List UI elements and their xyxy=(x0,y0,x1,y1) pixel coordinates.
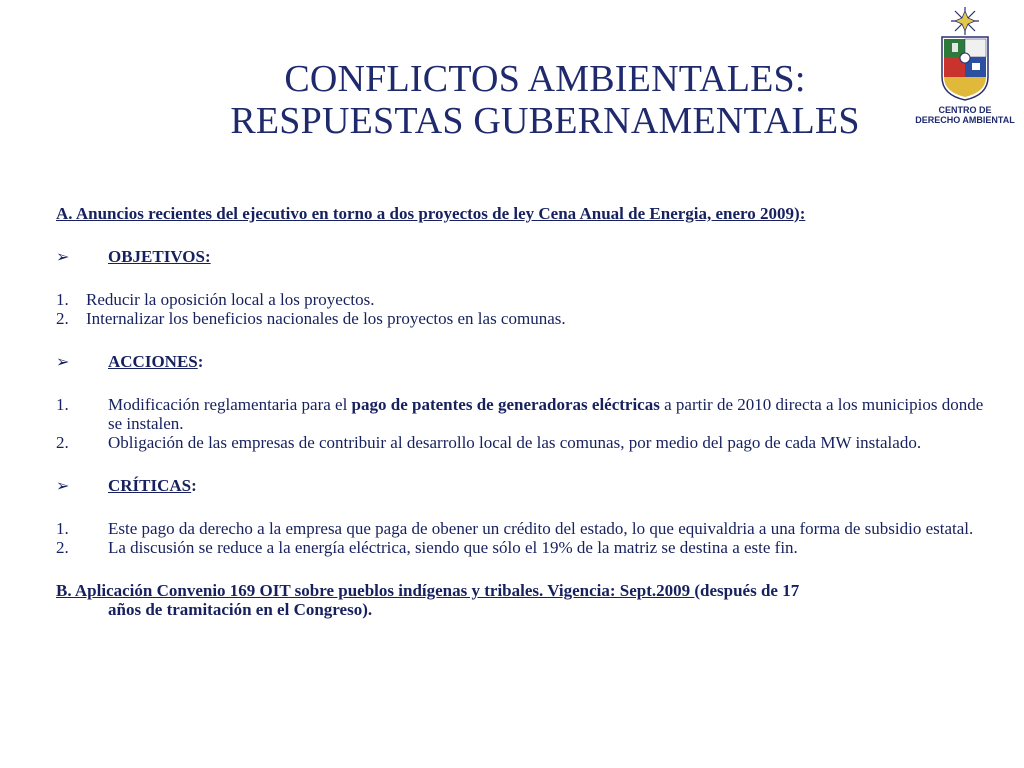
slide-body xyxy=(56,204,996,619)
title-line-2: RESPUESTAS GUBERNAMENTALES xyxy=(230,100,860,142)
criticas-label: CRÍTICAS xyxy=(108,476,192,495)
list-item: 2. Obligación de las empresas de contribuir al desarrollo local de las comunas, por medio del pago de cada MW instalado. xyxy=(56,433,922,452)
list-item: 2. Internalizar los beneficios nacionales de los proyectos en las comunas. xyxy=(56,309,566,328)
logo-line-1: CENTRO DE xyxy=(938,105,992,115)
list-item: 2. La discusión se reduce a la energía eléctrica, siendo que sólo el 19% de la matriz se destina a este fin. xyxy=(56,538,798,557)
title-line-1: CONFLICTOS AMBIENTALES: xyxy=(284,58,806,100)
list-item: 1. Este pago da derecho a la empresa que paga de obener un crédito del estado, lo que equivaldria a una forma de subsidio estatal. xyxy=(56,519,974,538)
list-item: 1. Modificación reglamentaria para el pago de patentes de generadoras eléctricas a partir de 2010 directa a los municipios donde se instalen. xyxy=(56,395,984,433)
acciones-heading: ➢ ACCIONES: xyxy=(56,352,204,371)
section-a-heading: A. Anuncios recientes del ejecutivo en torno a dos proyectos de ley Cena Anual de Energia, enero 2009): xyxy=(56,204,806,223)
acciones-label: ACCIONES xyxy=(108,352,198,371)
logo-caption xyxy=(906,105,1024,125)
university-crest-icon xyxy=(932,3,998,103)
logo-line-2: DERECHO AMBIENTAL xyxy=(915,115,1015,125)
arrow-bullet-icon: ➢ xyxy=(56,352,70,371)
arrow-bullet-icon: ➢ xyxy=(56,247,70,266)
objetivos-label: OBJETIVOS: xyxy=(108,247,211,266)
center-logo xyxy=(906,3,1024,125)
slide-title xyxy=(0,58,1024,142)
criticas-heading: ➢ CRÍTICAS: xyxy=(56,476,197,495)
list-item: 1. Reducir la oposición local a los proyectos. xyxy=(56,290,375,309)
arrow-bullet-icon: ➢ xyxy=(56,476,70,495)
section-b-heading: B. Aplicación Convenio 169 OIT sobre pueblos indígenas y tribales. Vigencia: Sept.2009 (después de 17 años de tramitación en el Congreso). xyxy=(56,581,800,619)
objetivos-heading xyxy=(56,247,996,266)
